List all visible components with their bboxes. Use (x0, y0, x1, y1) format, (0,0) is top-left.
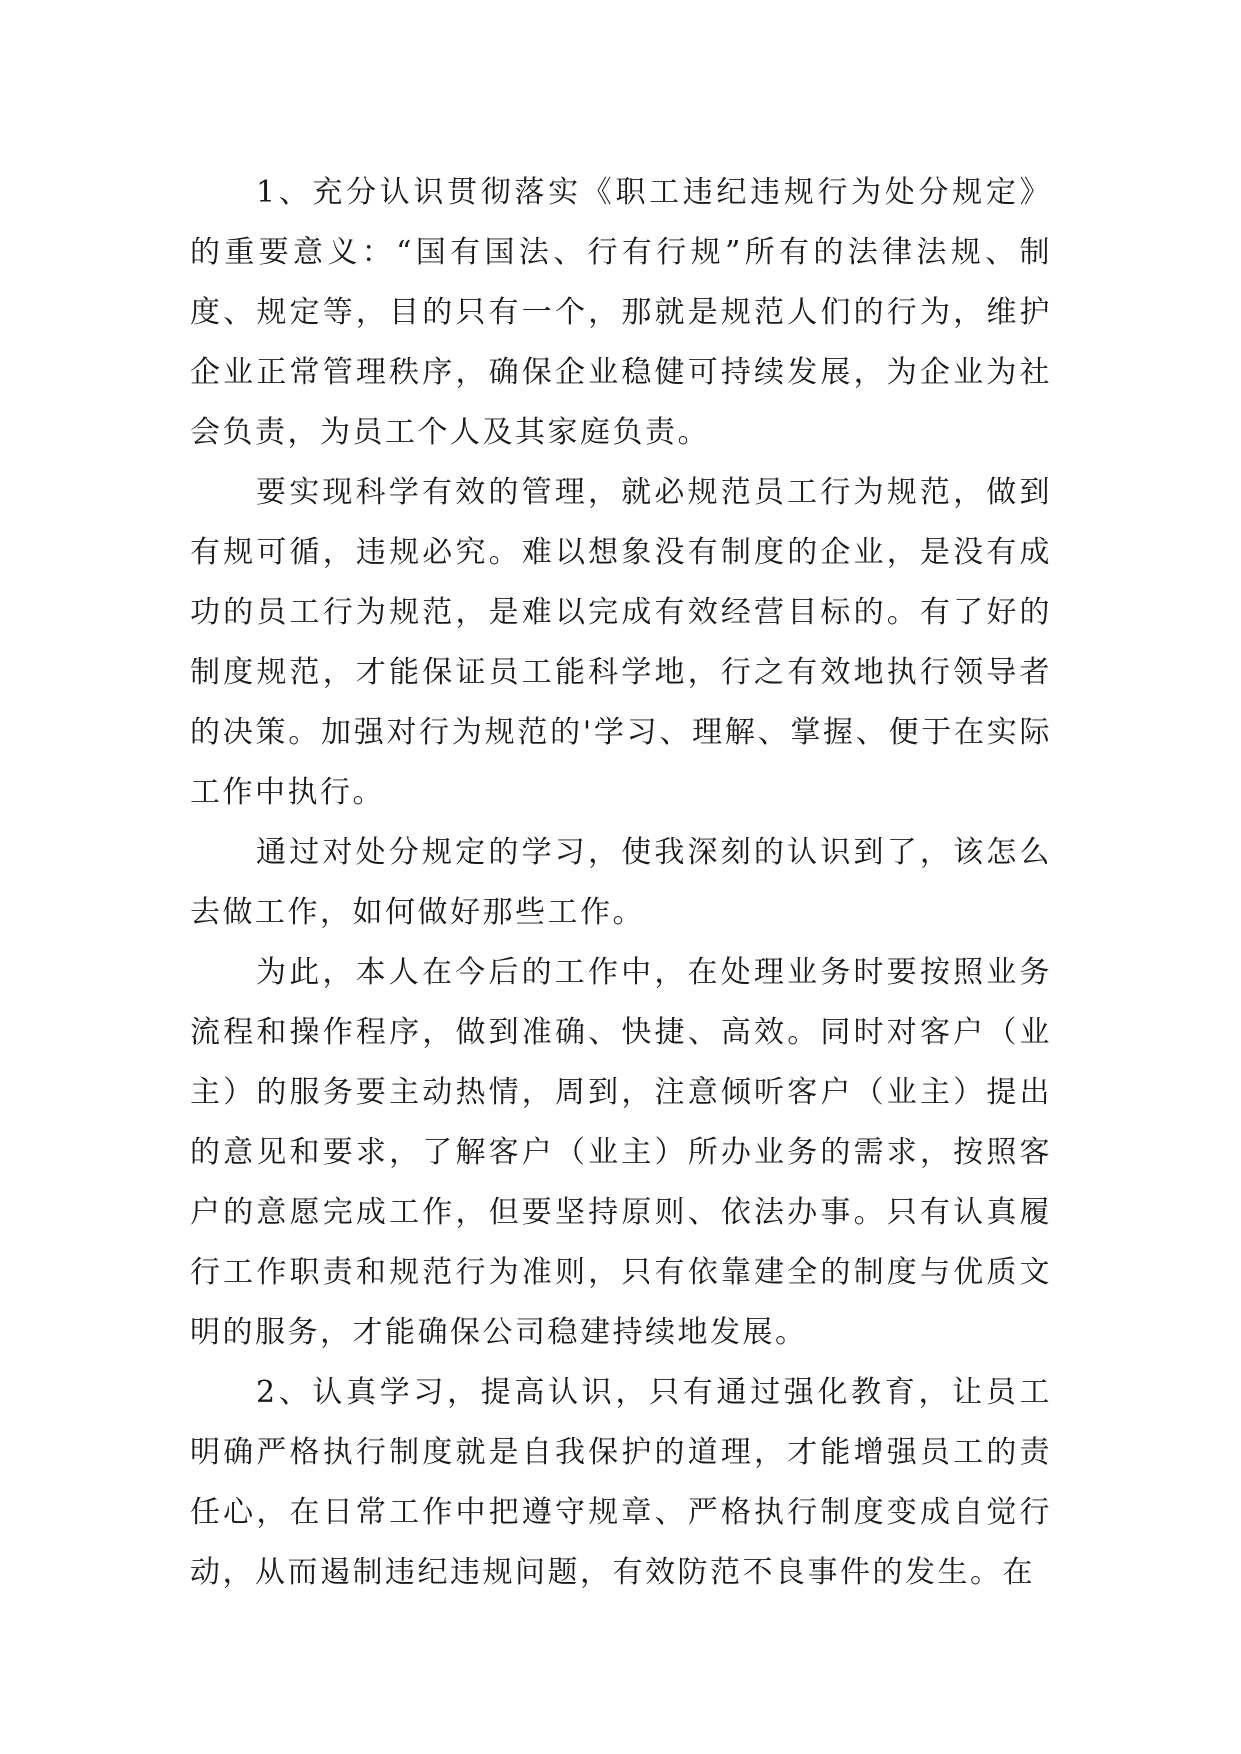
document-body (190, 163, 1052, 1603)
paragraph-3: 通过对处分规定的学习，使我深刻的认识到了，该怎么去做工作，如何做好那些工作。 (190, 835, 1052, 930)
paragraph-5: 2、认真学习，提高认识，只有通过强化教育，让员工明确严格执行制度就是自我保护的道理，才能增强员工的责任心，在日常工作中把遵守规章、严格执行制度变成自觉行动，从而遏制违纪违规问题，有效防范不良事件的发生。在 (190, 1375, 1052, 1590)
paragraph-2: 要实现科学有效的管理，就必规范员工行为规范，做到有规可循，违规必究。难以想象没有制度的企业，是没有成功的员工行为规范，是难以完成有效经营目标的。有了好的制度规范，才能保证员工能科学地，行之有效地执行领导者的决策。加强对行为规范的'学习、理解、掌握、便于在实际工作中执行。 (190, 475, 1052, 810)
paragraph-1: 1、充分认识贯彻落实《职工违纪违规行为处分规定》的重要意义：“国有国法、行有行规”所有的法律法规、制度、规定等，目的只有一个，那就是规范人们的行为，维护企业正常管理秩序，确保企业稳健可持续发展，为企业为社会负责，为员工个人及其家庭负责。 (190, 175, 1052, 450)
paragraph-4: 为此，本人在今后的工作中，在处理业务时要按照业务流程和操作程序，做到准确、快捷、高效。同时对客户（业主）的服务要主动热情，周到，注意倾听客户（业主）提出的意见和要求，了解客户（业主）所办业务的需求，按照客户的意愿完成工作，但要坚持原则、依法办事。只有认真履行工作职责和规范行为准则，只有依靠建全的制度与优质文明的服务，才能确保公司稳建持续地发展。 (190, 955, 1052, 1350)
